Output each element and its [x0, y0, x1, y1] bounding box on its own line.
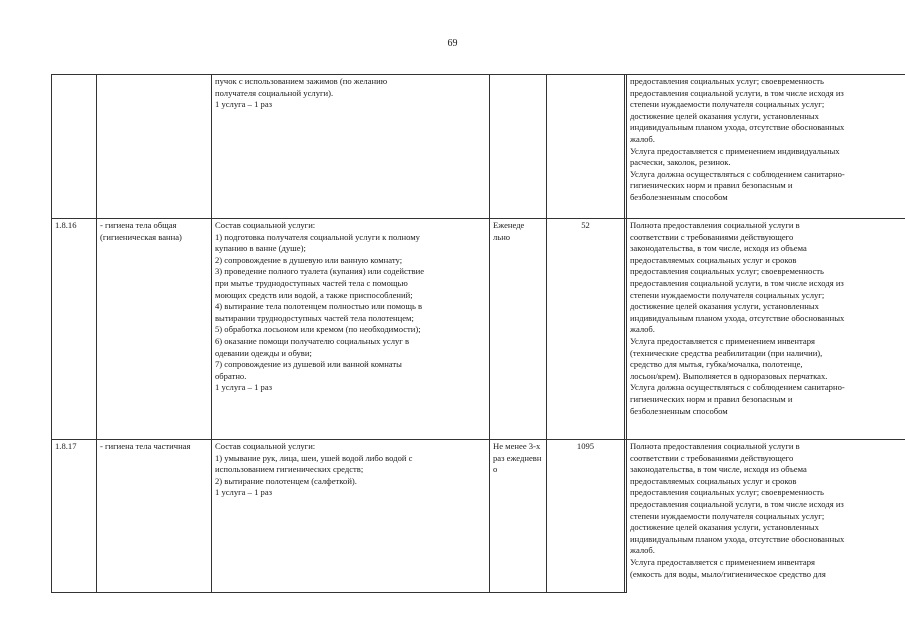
quality-line: Полнота предоставления социальной услуги в — [630, 441, 800, 451]
quality-line: достижение целей оказания услуги, установленных — [630, 522, 819, 533]
content-line: вытирании труднодоступных частей тела полотенцем; — [215, 312, 414, 323]
quality-line: степени нуждаемости получателя социальных услуг; — [630, 99, 825, 110]
quality-line: жалоб. — [630, 324, 655, 335]
table-row — [52, 75, 905, 219]
service-name-cell: - гигиена тела частичная — [97, 440, 212, 593]
service-content-cell — [212, 75, 490, 219]
service-number-cell: 1.8.17 — [52, 440, 97, 593]
service-content-cell — [212, 440, 490, 593]
service-period-cell — [490, 75, 547, 219]
quality-line: безболезненным способом — [630, 405, 728, 416]
content-line: 6) оказание помощи получателю социальных услуг в — [215, 335, 410, 346]
quality-line: предоставления социальной услуги, в том числе исходя из — [630, 498, 844, 509]
services-table — [51, 74, 905, 593]
content-line: 7) сопровождение из душевой или ванной комнаты — [215, 359, 402, 370]
quality-line: законодательства, в том числе, исходя из объема — [630, 243, 807, 254]
quality-line: индивидуальным планом ухода, отсутствие обоснованных — [630, 533, 845, 544]
content-line: Состав социальной услуги: — [215, 220, 316, 230]
content-line: 1 услуга – 1 раз — [215, 487, 273, 498]
service-period-cell: Не менее 3-х раз ежедневн о — [490, 440, 547, 593]
quality-line: гигиенических норм и правил безопасным и — [630, 393, 793, 404]
quality-line: соответствии с требованиями действующего — [630, 452, 794, 463]
content-line: 2) вытирание полотенцем (салфеткой). — [215, 475, 357, 486]
service-number-cell — [52, 75, 97, 219]
quality-line: жалоб. — [630, 545, 655, 556]
quality-line: жалоб. — [630, 133, 655, 144]
content-line: использованием гигиенических средств; — [215, 464, 364, 475]
quality-line: Услуга должна осуществляться с соблюдением санитарно- — [630, 168, 845, 179]
quality-line: Услуга предоставляется с применением инвентаря — [630, 556, 815, 567]
service-content-cell — [212, 219, 490, 440]
quality-line: предоставления социальной услуги, в том числе исходя из — [630, 87, 844, 98]
content-line: 1 услуга – 1 раз — [215, 382, 273, 393]
quality-line: Услуга должна осуществляться с соблюдением санитарно- — [630, 382, 845, 393]
content-line: 3) проведение полного туалета (купания) или содействие — [215, 266, 425, 277]
service-quality-cell — [627, 75, 905, 219]
quality-line: предоставления социальной услуги, в том числе исходя из — [630, 277, 844, 288]
quality-line: предоставляемых социальных услуг и сроков — [630, 475, 797, 486]
quality-line: гигиенических норм и правил безопасным и — [630, 180, 793, 191]
content-line: моющих средств или водой, а также приспособлений; — [215, 289, 413, 300]
service-volume-cell — [547, 75, 625, 219]
service-name-cell: - гигиена тела общая (гигиеническая ванна) — [97, 219, 212, 440]
table-row — [52, 440, 905, 593]
quality-line: законодательства, в том числе, исходя из объема — [630, 464, 807, 475]
quality-line: достижение целей оказания услуги, установленных — [630, 301, 819, 312]
quality-line: безболезненным способом — [630, 191, 728, 202]
service-quality-cell — [627, 219, 905, 440]
content-line: получателя социальной услуги). — [215, 87, 334, 98]
quality-line: предоставляемых социальных услуг и сроков — [630, 254, 797, 265]
quality-line: индивидуальным планом ухода, отсутствие обоснованных — [630, 312, 845, 323]
page-number: 69 — [447, 38, 458, 49]
quality-line: достижение целей оказания услуги, установленных — [630, 110, 819, 121]
quality-line: Полнота предоставления социальной услуги в — [630, 220, 800, 230]
content-line: при мытье труднодоступных частей тела с помощью — [215, 277, 408, 288]
quality-line: Услуга предоставляется с применением инвентаря — [630, 335, 815, 346]
service-period-cell: Еженеде льно — [490, 219, 547, 440]
content-line: 1) подготовка получателя социальной услуги к полному — [215, 231, 420, 242]
quality-line: лосьон/крем). Выполняется в одноразовых перчатках. — [630, 370, 828, 381]
service-quality-cell — [627, 440, 905, 593]
service-number-cell: 1.8.16 — [52, 219, 97, 440]
quality-line: средство для мытья, губка/мочалка, полотенце, — [630, 359, 803, 370]
quality-line: предоставления социальных услуг; своевременность — [630, 487, 824, 498]
content-line: обратно. — [215, 370, 247, 381]
content-line: Состав социальной услуги: — [215, 441, 316, 451]
service-name-cell — [97, 75, 212, 219]
table-row — [52, 219, 905, 440]
content-line: 1) умывание рук, лица, шеи, ушей водой либо водой с — [215, 452, 413, 463]
quality-line: предоставления социальных услуг; своевременность — [630, 266, 824, 277]
service-volume-cell: 1095 — [547, 440, 625, 593]
content-line: 1 услуга – 1 раз — [215, 99, 273, 110]
quality-line: степени нуждаемости получателя социальных услуг; — [630, 289, 825, 300]
service-volume-cell: 52 — [547, 219, 625, 440]
content-line: купанию в ванне (душе); — [215, 243, 306, 254]
content-line: пучок с использованием зажимов (по желанию — [215, 76, 388, 86]
quality-line: степени нуждаемости получателя социальных услуг; — [630, 510, 825, 521]
quality-line: индивидуальным планом ухода, отсутствие обоснованных — [630, 122, 845, 133]
quality-line: (технические средства реабилитации (при наличии), — [630, 347, 823, 358]
quality-line: соответствии с требованиями действующего — [630, 231, 794, 242]
content-line: 2) сопровождение в душевую или ванную комнату; — [215, 254, 403, 265]
quality-line: (емкость для воды, мыло/гигиеническое средство для — [630, 568, 826, 579]
content-line: одевании одежды и обуви; — [215, 347, 312, 358]
quality-line: Услуга предоставляется с применением индивидуальных — [630, 145, 840, 156]
quality-line: предоставления социальных услуг; своевременность — [630, 76, 824, 86]
content-line: 4) вытирание тела полотенцем полностью или помощь в — [215, 301, 423, 312]
quality-line: расчески, заколок, резинок. — [630, 157, 731, 168]
content-line: 5) обработка лосьоном или кремом (по необходимости); — [215, 324, 421, 335]
